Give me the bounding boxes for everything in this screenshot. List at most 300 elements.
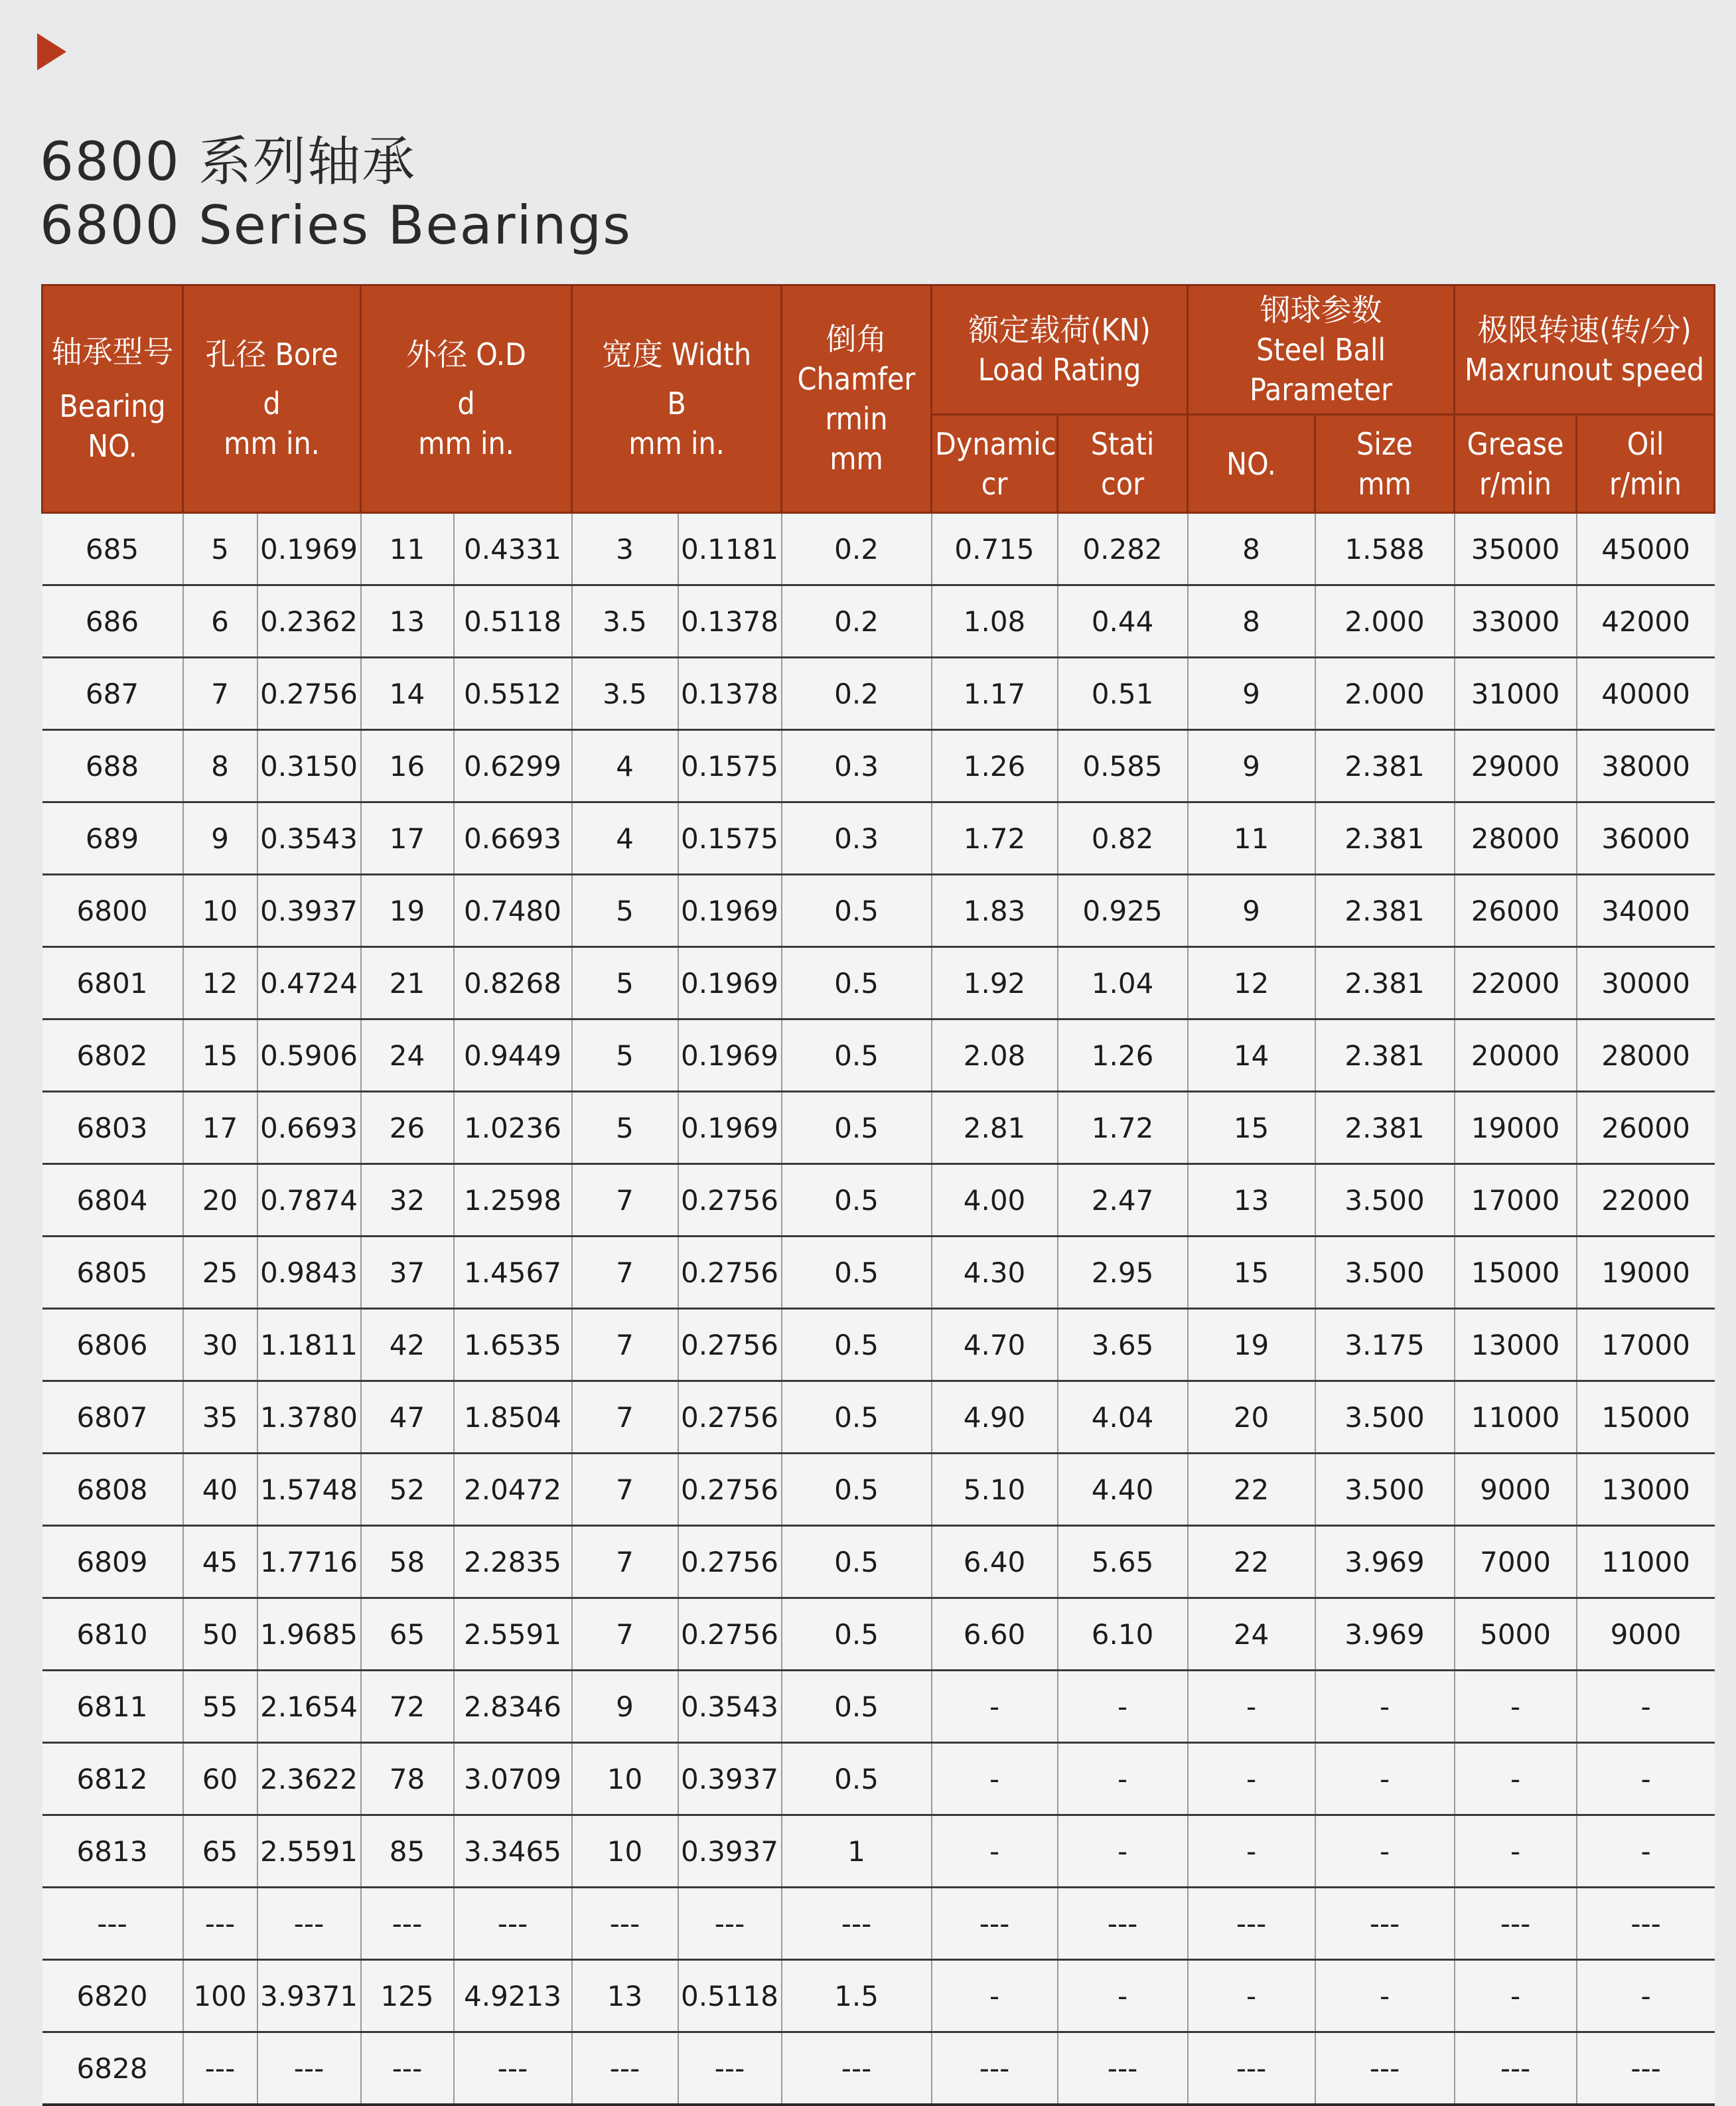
cell-bore-mm: 8	[183, 730, 257, 802]
cell-oil-speed: 22000	[1577, 1164, 1715, 1237]
cell-od-in: 2.5591	[454, 1598, 572, 1671]
cell-bearing-no: 6801	[42, 947, 183, 1019]
cell-bore-in: 2.1654	[257, 1671, 361, 1743]
cell-dynamic-load: 6.60	[932, 1598, 1058, 1671]
cell-width-mm: 4	[572, 802, 678, 875]
cell-width-mm: ---	[572, 2032, 678, 2105]
header-steel-ball: 钢球参数 Steel Ball Parameter	[1188, 285, 1455, 415]
cell-bore-mm: 45	[183, 1526, 257, 1598]
cell-ball-count: 12	[1188, 947, 1315, 1019]
cell-bearing-no: 6804	[42, 1164, 183, 1237]
cell-oil-speed: 11000	[1577, 1526, 1715, 1598]
cell-ball-size: 2.381	[1315, 802, 1455, 875]
cell-ball-size: 3.969	[1315, 1598, 1455, 1671]
cell-chamfer: 0.5	[782, 1454, 932, 1526]
cell-od-in: 1.6535	[454, 1309, 572, 1381]
cell-grease-speed: 5000	[1455, 1598, 1577, 1671]
table-row	[42, 1598, 1715, 1671]
cell-od-mm: 11	[361, 513, 454, 585]
cell-bore-in: 0.4724	[257, 947, 361, 1019]
cell-dynamic-load: 4.90	[932, 1381, 1058, 1454]
cell-grease-speed: 26000	[1455, 875, 1577, 947]
cell-bore-mm: 5	[183, 513, 257, 585]
cell-width-in: ---	[678, 1888, 782, 1960]
cell-ball-count: -	[1188, 1743, 1315, 1815]
cell-static-load: 0.925	[1058, 875, 1188, 947]
cell-oil-speed: ---	[1577, 1888, 1715, 1960]
cell-ball-count: 11	[1188, 802, 1315, 875]
cell-bearing-no: 687	[42, 658, 183, 730]
cell-width-mm: 7	[572, 1164, 678, 1237]
cell-oil-speed: -	[1577, 1743, 1715, 1815]
cell-bearing-no: 6820	[42, 1960, 183, 2032]
cell-static-load: 3.65	[1058, 1309, 1188, 1381]
cell-ball-size: 3.500	[1315, 1454, 1455, 1526]
cell-bore-mm: 9	[183, 802, 257, 875]
header-bore: 孔径 Bore d mm in.	[183, 285, 361, 513]
cell-bearing-no: 6812	[42, 1743, 183, 1815]
table-row	[42, 2032, 1715, 2105]
cell-bore-mm: 6	[183, 585, 257, 658]
cell-od-in: 0.4331	[454, 513, 572, 585]
cell-bore-mm: 15	[183, 1019, 257, 1092]
cell-oil-speed: -	[1577, 1960, 1715, 2032]
cell-od-in: 1.8504	[454, 1381, 572, 1454]
cell-width-mm: 3	[572, 513, 678, 585]
cell-od-mm: 32	[361, 1164, 454, 1237]
cell-oil-speed: ---	[1577, 2032, 1715, 2105]
cell-width-mm: 13	[572, 1960, 678, 2032]
cell-static-load: 1.04	[1058, 947, 1188, 1019]
cell-dynamic-load: 0.715	[932, 513, 1058, 585]
cell-dynamic-load: 5.10	[932, 1454, 1058, 1526]
cell-oil-speed: 19000	[1577, 1237, 1715, 1309]
cell-od-in: 1.4567	[454, 1237, 572, 1309]
cell-bearing-no: 6800	[42, 875, 183, 947]
table-body	[42, 513, 1715, 2105]
cell-grease-speed: 20000	[1455, 1019, 1577, 1092]
title-english: 6800 Series Bearings	[40, 194, 632, 256]
cell-ball-count: 9	[1188, 730, 1315, 802]
cell-bore-in: 0.1969	[257, 513, 361, 585]
cell-static-load: 4.40	[1058, 1454, 1188, 1526]
cell-od-in: 0.7480	[454, 875, 572, 947]
cell-chamfer: 0.2	[782, 658, 932, 730]
cell-ball-size: 3.175	[1315, 1309, 1455, 1381]
cell-od-mm: 13	[361, 585, 454, 658]
cell-chamfer: 0.5	[782, 1743, 932, 1815]
cell-width-mm: 9	[572, 1671, 678, 1743]
cell-bore-in: 0.7874	[257, 1164, 361, 1237]
header-ball-size: Size mm	[1315, 415, 1455, 513]
cell-bore-in: 2.3622	[257, 1743, 361, 1815]
header-load-dynamic: Dynamic cr	[932, 415, 1058, 513]
cell-oil-speed: 28000	[1577, 1019, 1715, 1092]
cell-width-mm: 5	[572, 875, 678, 947]
table-row	[42, 1815, 1715, 1888]
cell-width-in: 0.1969	[678, 875, 782, 947]
cell-ball-size: -	[1315, 1743, 1455, 1815]
cell-chamfer: 0.5	[782, 1381, 932, 1454]
header-load-rating: 额定载荷(KN) Load Rating	[932, 285, 1188, 415]
cell-bearing-no: 6828	[42, 2032, 183, 2105]
cell-bore-mm: 40	[183, 1454, 257, 1526]
table-header	[42, 285, 1715, 513]
table-row	[42, 658, 1715, 730]
cell-od-mm: 58	[361, 1526, 454, 1598]
cell-chamfer: 0.2	[782, 585, 932, 658]
cell-width-in: 0.1378	[678, 658, 782, 730]
header-speed-oil: Oil r/min	[1577, 415, 1715, 513]
cell-bore-in: 0.9843	[257, 1237, 361, 1309]
cell-static-load: 5.65	[1058, 1526, 1188, 1598]
cell-static-load: 1.72	[1058, 1092, 1188, 1164]
table-row	[42, 1526, 1715, 1598]
cell-ball-size: 3.969	[1315, 1526, 1455, 1598]
cell-od-mm: 125	[361, 1960, 454, 2032]
cell-static-load: 0.51	[1058, 658, 1188, 730]
cell-ball-size: -	[1315, 1815, 1455, 1888]
cell-ball-size: 2.381	[1315, 1092, 1455, 1164]
cell-od-in: 0.9449	[454, 1019, 572, 1092]
cell-ball-count: -	[1188, 1815, 1315, 1888]
cell-grease-speed: 22000	[1455, 947, 1577, 1019]
cell-od-in: 3.0709	[454, 1743, 572, 1815]
header-outer-diameter: 外径 O.D d mm in.	[361, 285, 572, 513]
cell-bore-in: ---	[257, 1888, 361, 1960]
cell-oil-speed: 30000	[1577, 947, 1715, 1019]
header-ball-count: NO.	[1188, 415, 1315, 513]
cell-ball-size: ---	[1315, 1888, 1455, 1960]
cell-od-mm: 78	[361, 1743, 454, 1815]
table-row	[42, 802, 1715, 875]
cell-bore-in: 1.1811	[257, 1309, 361, 1381]
cell-chamfer: 0.5	[782, 1019, 932, 1092]
cell-width-mm: 7	[572, 1237, 678, 1309]
cell-oil-speed: 15000	[1577, 1381, 1715, 1454]
cell-grease-speed: 7000	[1455, 1526, 1577, 1598]
cell-od-mm: 37	[361, 1237, 454, 1309]
cell-oil-speed: 38000	[1577, 730, 1715, 802]
cell-dynamic-load: 1.26	[932, 730, 1058, 802]
cell-bore-mm: 60	[183, 1743, 257, 1815]
cell-static-load: 0.44	[1058, 585, 1188, 658]
cell-bearing-no: 689	[42, 802, 183, 875]
bearing-spec-table-container	[41, 284, 1713, 2106]
cell-od-mm: 19	[361, 875, 454, 947]
cell-ball-count: 22	[1188, 1526, 1315, 1598]
cell-bore-mm: 65	[183, 1815, 257, 1888]
cell-od-mm: 52	[361, 1454, 454, 1526]
cell-ball-count: 9	[1188, 658, 1315, 730]
page-title	[40, 130, 632, 258]
cell-od-mm: 16	[361, 730, 454, 802]
cell-dynamic-load: -	[932, 1815, 1058, 1888]
cell-ball-size: 2.381	[1315, 947, 1455, 1019]
cell-ball-size: 3.500	[1315, 1164, 1455, 1237]
cell-bore-mm: 7	[183, 658, 257, 730]
cell-static-load: ---	[1058, 2032, 1188, 2105]
cell-grease-speed: 31000	[1455, 658, 1577, 730]
cell-od-mm: 72	[361, 1671, 454, 1743]
cell-bore-in: 0.6693	[257, 1092, 361, 1164]
cell-oil-speed: 9000	[1577, 1598, 1715, 1671]
table-row	[42, 1237, 1715, 1309]
cell-bearing-no: 685	[42, 513, 183, 585]
cell-bearing-no: 6808	[42, 1454, 183, 1526]
cell-static-load: 2.47	[1058, 1164, 1188, 1237]
cell-ball-count: -	[1188, 1960, 1315, 2032]
cell-static-load: -	[1058, 1743, 1188, 1815]
cell-chamfer: 0.5	[782, 1598, 932, 1671]
cell-dynamic-load: ---	[932, 1888, 1058, 1960]
cell-bore-mm: 25	[183, 1237, 257, 1309]
cell-grease-speed: ---	[1455, 2032, 1577, 2105]
cell-dynamic-load: -	[932, 1743, 1058, 1815]
cell-ball-size: 2.381	[1315, 1019, 1455, 1092]
cell-ball-size: -	[1315, 1671, 1455, 1743]
cell-od-mm: 26	[361, 1092, 454, 1164]
table-row	[42, 730, 1715, 802]
header-bearing-no: 轴承型号 Bearing NO.	[42, 285, 183, 513]
cell-od-in: 0.6693	[454, 802, 572, 875]
cell-width-in: 0.3937	[678, 1815, 782, 1888]
cell-dynamic-load: 4.70	[932, 1309, 1058, 1381]
cell-ball-count: ---	[1188, 2032, 1315, 2105]
cell-bore-in: 1.5748	[257, 1454, 361, 1526]
cell-width-in: 0.2756	[678, 1164, 782, 1237]
cell-grease-speed: -	[1455, 1815, 1577, 1888]
cell-dynamic-load: 2.81	[932, 1092, 1058, 1164]
cell-width-mm: 10	[572, 1743, 678, 1815]
cell-ball-count: 8	[1188, 513, 1315, 585]
cell-bore-in: 2.5591	[257, 1815, 361, 1888]
cell-ball-count: 13	[1188, 1164, 1315, 1237]
cell-ball-size: 3.500	[1315, 1237, 1455, 1309]
cell-grease-speed: 9000	[1455, 1454, 1577, 1526]
table-row	[42, 513, 1715, 585]
cell-width-in: 0.1181	[678, 513, 782, 585]
cell-bore-in: 0.3937	[257, 875, 361, 947]
table-row	[42, 1743, 1715, 1815]
cell-chamfer: 1.5	[782, 1960, 932, 2032]
cell-static-load: 4.04	[1058, 1381, 1188, 1454]
cell-grease-speed: ---	[1455, 1888, 1577, 1960]
cell-ball-count: 24	[1188, 1598, 1315, 1671]
cell-od-mm: 65	[361, 1598, 454, 1671]
cell-bore-mm: ---	[183, 2032, 257, 2105]
cell-static-load: -	[1058, 1960, 1188, 2032]
cell-oil-speed: 13000	[1577, 1454, 1715, 1526]
cell-static-load: ---	[1058, 1888, 1188, 1960]
cell-dynamic-load: 4.00	[932, 1164, 1058, 1237]
cell-dynamic-load: 1.08	[932, 585, 1058, 658]
table-row	[42, 1019, 1715, 1092]
cell-ball-count: 15	[1188, 1237, 1315, 1309]
header-max-speed: 极限转速(转/分) Maxrunout speed	[1455, 285, 1715, 415]
cell-grease-speed: 35000	[1455, 513, 1577, 585]
cell-bore-mm: 55	[183, 1671, 257, 1743]
cell-ball-size: 2.000	[1315, 658, 1455, 730]
cell-grease-speed: 11000	[1455, 1381, 1577, 1454]
cell-chamfer: 0.3	[782, 730, 932, 802]
cell-grease-speed: 17000	[1455, 1164, 1577, 1237]
table-row	[42, 1671, 1715, 1743]
cell-bearing-no: 686	[42, 585, 183, 658]
cell-oil-speed: 34000	[1577, 875, 1715, 947]
cell-ball-count: 9	[1188, 875, 1315, 947]
cell-static-load: 2.95	[1058, 1237, 1188, 1309]
cell-bore-in: 0.5906	[257, 1019, 361, 1092]
cell-static-load: -	[1058, 1671, 1188, 1743]
table-row	[42, 1309, 1715, 1381]
cell-od-in: ---	[454, 2032, 572, 2105]
cell-bearing-no: 6803	[42, 1092, 183, 1164]
cell-dynamic-load: 1.72	[932, 802, 1058, 875]
cell-bore-in: 0.3543	[257, 802, 361, 875]
table-row	[42, 1092, 1715, 1164]
cell-od-in: 0.5512	[454, 658, 572, 730]
cell-ball-size: 2.381	[1315, 875, 1455, 947]
cell-ball-size: ---	[1315, 2032, 1455, 2105]
cell-od-mm: 85	[361, 1815, 454, 1888]
cell-bore-mm: 50	[183, 1598, 257, 1671]
cell-width-in: 0.1575	[678, 730, 782, 802]
cell-ball-size: 2.381	[1315, 730, 1455, 802]
cell-grease-speed: 13000	[1455, 1309, 1577, 1381]
cell-bearing-no: 6809	[42, 1526, 183, 1598]
cell-dynamic-load: 4.30	[932, 1237, 1058, 1309]
cell-width-mm: 7	[572, 1309, 678, 1381]
cell-grease-speed: 19000	[1455, 1092, 1577, 1164]
cell-od-in: 2.2835	[454, 1526, 572, 1598]
cell-od-in: 0.5118	[454, 585, 572, 658]
cell-width-mm: 3.5	[572, 585, 678, 658]
cell-chamfer: 0.5	[782, 1526, 932, 1598]
cell-chamfer: ---	[782, 2032, 932, 2105]
cell-ball-size: 1.588	[1315, 513, 1455, 585]
cell-od-mm: 14	[361, 658, 454, 730]
cell-bearing-no: 6813	[42, 1815, 183, 1888]
cell-width-in: 0.2756	[678, 1381, 782, 1454]
cell-bearing-no: ---	[42, 1888, 183, 1960]
cell-bore-mm: 10	[183, 875, 257, 947]
cell-dynamic-load: 1.83	[932, 875, 1058, 947]
cell-oil-speed: 17000	[1577, 1309, 1715, 1381]
cell-static-load: 1.26	[1058, 1019, 1188, 1092]
cell-bore-in: 1.7716	[257, 1526, 361, 1598]
cell-width-mm: ---	[572, 1888, 678, 1960]
cell-od-mm: 42	[361, 1309, 454, 1381]
cell-bore-in: ---	[257, 2032, 361, 2105]
bearing-spec-table	[41, 284, 1715, 2106]
cell-od-mm: 21	[361, 947, 454, 1019]
cell-bore-mm: 12	[183, 947, 257, 1019]
cell-ball-count: 15	[1188, 1092, 1315, 1164]
cell-ball-size: -	[1315, 1960, 1455, 2032]
header-load-static: Stati cor	[1058, 415, 1188, 513]
cell-width-mm: 4	[572, 730, 678, 802]
table-row	[42, 875, 1715, 947]
cell-width-mm: 7	[572, 1454, 678, 1526]
cell-width-in: 0.2756	[678, 1237, 782, 1309]
cell-static-load: 0.82	[1058, 802, 1188, 875]
cell-od-in: 1.2598	[454, 1164, 572, 1237]
cell-bearing-no: 6805	[42, 1237, 183, 1309]
title-chinese: 6800 系列轴承	[40, 131, 417, 192]
cell-grease-speed: -	[1455, 1671, 1577, 1743]
cell-bore-mm: 20	[183, 1164, 257, 1237]
cell-chamfer: 0.2	[782, 513, 932, 585]
cell-bearing-no: 6807	[42, 1381, 183, 1454]
cell-dynamic-load: 1.17	[932, 658, 1058, 730]
cell-dynamic-load: -	[932, 1671, 1058, 1743]
cell-oil-speed: -	[1577, 1815, 1715, 1888]
cell-static-load: 0.585	[1058, 730, 1188, 802]
cell-width-in: ---	[678, 2032, 782, 2105]
table-row	[42, 1888, 1715, 1960]
cell-bearing-no: 6802	[42, 1019, 183, 1092]
cell-oil-speed: 40000	[1577, 658, 1715, 730]
cell-width-mm: 10	[572, 1815, 678, 1888]
table-row	[42, 1454, 1715, 1526]
cell-width-in: 0.2756	[678, 1454, 782, 1526]
cell-od-in: 0.8268	[454, 947, 572, 1019]
cell-width-in: 0.3937	[678, 1743, 782, 1815]
header-speed-grease: Grease r/min	[1455, 415, 1577, 513]
table-row	[42, 1164, 1715, 1237]
cell-width-in: 0.1575	[678, 802, 782, 875]
cell-bore-in: 0.3150	[257, 730, 361, 802]
cell-static-load: -	[1058, 1815, 1188, 1888]
cell-grease-speed: 29000	[1455, 730, 1577, 802]
cell-ball-count: 19	[1188, 1309, 1315, 1381]
table-row	[42, 1960, 1715, 2032]
cell-width-mm: 7	[572, 1526, 678, 1598]
cell-chamfer: 0.5	[782, 1671, 932, 1743]
cell-chamfer: 1	[782, 1815, 932, 1888]
cell-ball-count: ---	[1188, 1888, 1315, 1960]
cell-od-in: 2.0472	[454, 1454, 572, 1526]
cell-bearing-no: 6811	[42, 1671, 183, 1743]
cell-width-mm: 5	[572, 1092, 678, 1164]
cell-dynamic-load: 6.40	[932, 1526, 1058, 1598]
cell-od-in: 1.0236	[454, 1092, 572, 1164]
cell-ball-count: 8	[1188, 585, 1315, 658]
cell-chamfer: 0.5	[782, 947, 932, 1019]
cell-bearing-no: 688	[42, 730, 183, 802]
cell-bearing-no: 6806	[42, 1309, 183, 1381]
cell-od-mm: ---	[361, 2032, 454, 2105]
cell-grease-speed: 33000	[1455, 585, 1577, 658]
cell-od-in: 0.6299	[454, 730, 572, 802]
cell-oil-speed: 42000	[1577, 585, 1715, 658]
cell-od-mm: 17	[361, 802, 454, 875]
cell-ball-size: 2.000	[1315, 585, 1455, 658]
cell-ball-count: -	[1188, 1671, 1315, 1743]
cell-dynamic-load: -	[932, 1960, 1058, 2032]
cell-chamfer: ---	[782, 1888, 932, 1960]
header-width: 宽度 Width B mm in.	[572, 285, 782, 513]
cell-width-in: 0.5118	[678, 1960, 782, 2032]
cell-oil-speed: 26000	[1577, 1092, 1715, 1164]
cell-dynamic-load: 2.08	[932, 1019, 1058, 1092]
cell-width-mm: 7	[572, 1598, 678, 1671]
cell-width-in: 0.1969	[678, 1019, 782, 1092]
cell-od-in: 3.3465	[454, 1815, 572, 1888]
cell-grease-speed: -	[1455, 1960, 1577, 2032]
cell-chamfer: 0.3	[782, 802, 932, 875]
